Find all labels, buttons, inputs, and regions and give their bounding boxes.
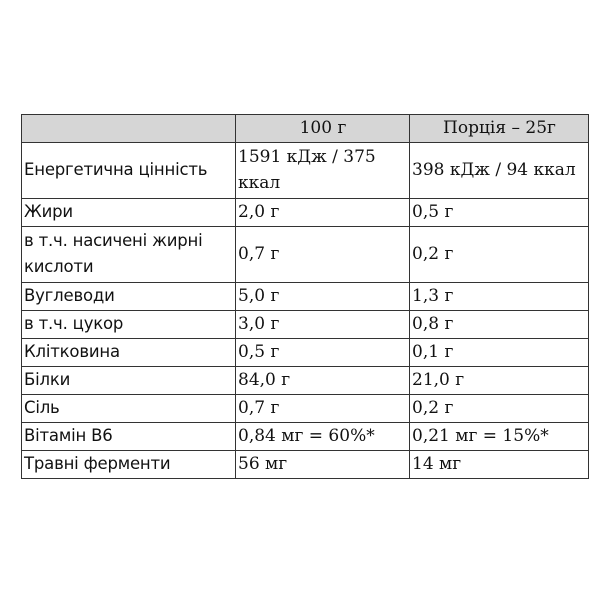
table-row: [22, 367, 589, 395]
value-per-100g: 0,84 мг = 60%*: [236, 423, 410, 451]
table-row: [22, 227, 589, 283]
nutrient-label: Білки: [22, 367, 236, 395]
value-per-portion: 0,8 г: [410, 311, 589, 339]
header-cell-per-portion: Порція – 25г: [410, 115, 589, 143]
table-header-row: [22, 115, 589, 143]
value-per-portion: 0,5 г: [410, 199, 589, 227]
nutrient-label: Травні ферменти: [22, 451, 236, 479]
value-per-100g: 84,0 г: [236, 367, 410, 395]
nutrient-label: Вітамін В6: [22, 423, 236, 451]
value-per-portion: 14 мг: [410, 451, 589, 479]
value-per-100g: 2,0 г: [236, 199, 410, 227]
nutrition-table-container: [21, 114, 589, 479]
value-per-portion: 0,2 г: [410, 227, 589, 283]
value-per-portion: 0,1 г: [410, 339, 589, 367]
table-row: [22, 283, 589, 311]
value-per-portion: 0,2 г: [410, 395, 589, 423]
nutrient-label: Енергетична цінність: [22, 143, 236, 199]
nutrient-label: в т.ч. цукор: [22, 311, 236, 339]
value-per-portion: 0,21 мг = 15%*: [410, 423, 589, 451]
table-row: [22, 451, 589, 479]
value-per-100g: 0,7 г: [236, 395, 410, 423]
table-row: [22, 199, 589, 227]
value-per-100g: 0,7 г: [236, 227, 410, 283]
header-cell-empty: [22, 115, 236, 143]
table-row: [22, 423, 589, 451]
value-per-portion: 1,3 г: [410, 283, 589, 311]
value-per-100g: 56 мг: [236, 451, 410, 479]
value-per-100g: 1591 кДж / 375 ккал: [236, 143, 410, 199]
nutrient-label: Жири: [22, 199, 236, 227]
value-per-portion: 398 кДж / 94 ккал: [410, 143, 589, 199]
nutrition-facts-table: [21, 114, 589, 479]
nutrient-label: в т.ч. насичені жирні кислоти: [22, 227, 236, 283]
header-cell-per-100g: 100 г: [236, 115, 410, 143]
nutrient-label: Клітковина: [22, 339, 236, 367]
table-row: [22, 311, 589, 339]
nutrient-label: Вуглеводи: [22, 283, 236, 311]
value-per-100g: 0,5 г: [236, 339, 410, 367]
value-per-100g: 3,0 г: [236, 311, 410, 339]
table-row: [22, 143, 589, 199]
value-per-100g: 5,0 г: [236, 283, 410, 311]
nutrient-label: Сіль: [22, 395, 236, 423]
table-row: [22, 339, 589, 367]
value-per-portion: 21,0 г: [410, 367, 589, 395]
table-row: [22, 395, 589, 423]
